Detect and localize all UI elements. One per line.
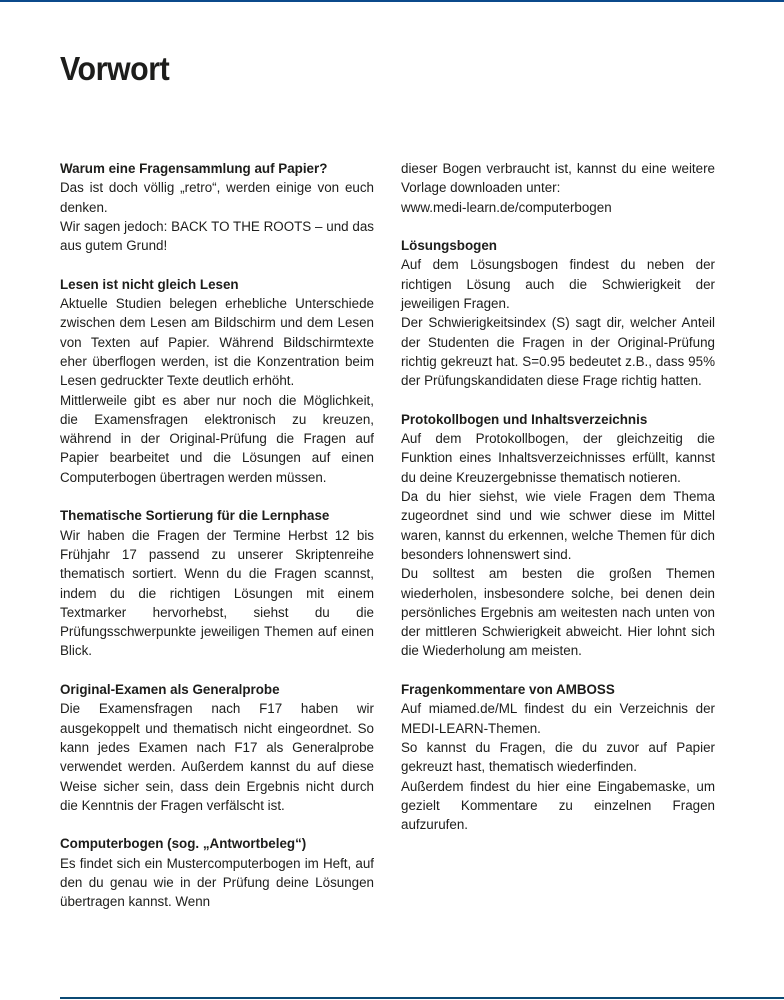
paragraph: Auf miamed.de/ML findest du ein Verzeichnis der MEDI-LEARN-Themen.	[401, 701, 715, 736]
paragraph: Du solltest am besten die großen Themen wiederholen, insbesondere solche, bei denen dein persönliches Ergebnis am weitesten nach unten von der mittleren Schwierigkeit abweicht. Hier lohnt sich die Wiederholung am meisten.	[401, 566, 715, 659]
section-original-exam	[60, 680, 374, 815]
paragraph: Aktuelle Studien belegen erhebliche Unterschiede zwischen dem Lesen am Bildschirm und dem Lesen von Texten auf Papier. Während Bildschirmtexte eher überflogen werden, ist die Konzentration beim Lesen gedruckter Texte deutlich erhöht.	[60, 296, 374, 389]
paragraph: dieser Bogen verbraucht ist, kannst du eine weitere Vorlage downloaden unter:	[401, 161, 715, 196]
left-column	[60, 159, 374, 931]
section-protokollbogen	[401, 410, 715, 661]
section-thematic-sorting	[60, 506, 374, 660]
paragraph: Außerdem findest du hier eine Eingabemaske, um gezielt Kommentare zu einzelnen Fragen aufzurufen.	[401, 778, 715, 833]
section-heading: Thematische Sortierung für die Lernphase	[60, 508, 330, 524]
paragraph: Das ist doch völlig „retro“, werden einige von euch denken.	[60, 180, 374, 215]
section-heading: Fragenkommentare von AMBOSS	[401, 682, 615, 698]
section-computerbogen	[60, 834, 374, 911]
section-why-paper	[60, 159, 374, 255]
paragraph: So kannst du Fragen, die du zuvor auf Papier gekreuzt hast, thematisch wiederfinden.	[401, 739, 715, 775]
section-heading: Protokollbogen und Inhaltsverzeichnis	[401, 411, 648, 427]
top-rule	[0, 0, 784, 2]
section-heading: Computerbogen (sog. „Antwortbeleg“)	[60, 836, 307, 852]
section-heading: Lösungsbogen	[401, 238, 497, 254]
section-amboss	[401, 680, 715, 834]
paragraph: Der Schwierigkeitsindex (S) sagt dir, welcher Anteil der Studenten die Fragen in der Original-Prüfung richtig gekreuzt hat. S=0.95 bedeutet z.B., dass 95% der Prüfungskandidaten diese Frage richtig hatten.	[401, 315, 715, 389]
paragraph: Es findet sich ein Mustercomputerbogen im Heft, auf den du genau wie in der Prüfung deine Lösungen übertragen kannst. Wenn	[60, 855, 374, 910]
paragraph: Wir sagen jedoch: BACK TO THE ROOTS – und das aus gutem Grund!	[60, 218, 374, 254]
paragraph: Die Examensfragen nach F17 haben wir ausgekoppelt und thematisch nicht eingeordnet. So kann jedes Examen nach F17 als Generalprobe verwendet werden. Außerdem kannst du auf diese Weise sicher sein, dass dein Ergebnis nicht durch die Kenntnis der Fragen verfälscht ist.	[60, 701, 374, 813]
page-title: Vorwort	[60, 50, 170, 87]
section-computerbogen-continued	[401, 159, 715, 217]
right-column	[401, 159, 715, 854]
paragraph: Mittlerweile gibt es aber nur noch die Möglichkeit, die Examensfragen elektronisch zu kreuzen, während in der Original-Prüfung die Fragen auf Papier bearbeitet und die Lösungen auf einen Computerbogen übertragen werden müssen.	[60, 392, 374, 485]
section-reading	[60, 275, 374, 487]
section-loesungsbogen	[401, 236, 715, 390]
bottom-rule	[60, 997, 784, 999]
paragraph: Da du hier siehst, wie viele Fragen dem Thema zugeordnet sind und wie schwer diese im Mittel waren, kannst du erkennen, welche Themen für dich besonders lohnenswert sind.	[401, 489, 715, 562]
paragraph: Auf dem Lösungsbogen findest du neben der richtigen Lösung auch die Schwierigkeit der jeweiligen Fragen.	[401, 257, 715, 312]
section-heading: Warum eine Fragensammlung auf Papier?	[60, 161, 328, 176]
paragraph: Wir haben die Fragen der Termine Herbst 12 bis Frühjahr 17 passend zu unserer Skriptenreihe thematisch sortiert. Wenn du die Fragen scannst, indem du die richtigen Lösungen mit einem Textmarker hervorhebst, siehst du die Prüfungsschwerpunkte jeweiligen Themen auf einen Blick.	[60, 527, 374, 659]
section-heading: Lesen ist nicht gleich Lesen	[60, 276, 239, 292]
section-heading: Original-Examen als Generalprobe	[60, 682, 280, 698]
computerbogen-link[interactable]: www.medi-learn.de/computerbogen	[401, 199, 612, 215]
paragraph: Auf dem Protokollbogen, der gleichzeitig die Funktion eines Inhaltsverzeichnisses erfüllt, kannst du deine Kreuzergebnisse thematisch notieren.	[401, 431, 715, 485]
